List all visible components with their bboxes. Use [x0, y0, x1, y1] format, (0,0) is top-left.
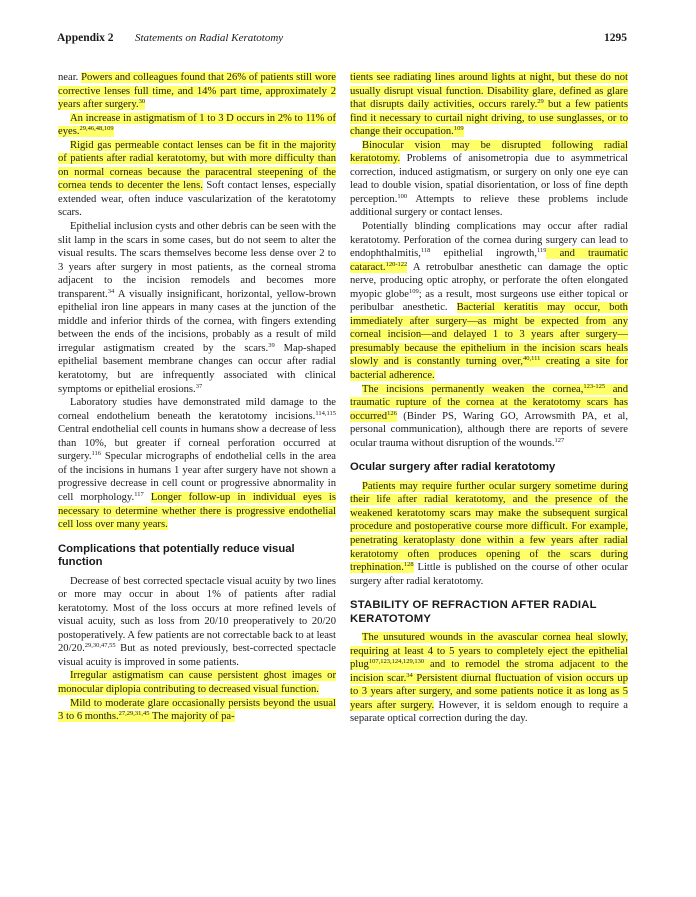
left-column [58, 71, 336, 724]
highlight: An increase in astigmatism of 1 to 3 D occurs in 2% to 11% of eyes.$^{29,46,48,109}$ [58, 112, 336, 138]
paragraph: near. Powers and colleagues found that 26% of patients still wore corrective lenses full time, and 14% part time, approximately 2 years after surgery.$^{30}$ [58, 72, 336, 111]
running-header [57, 32, 627, 48]
paragraph: Rigid gas permeable contact lenses can be fit in the majority of patients after radial keratotomy, but with more difficulty than on normal corneas because the paracentral steepening of the cornea tends to decenter the lens. Soft contact lenses, especially extended wear, often induce vascularization of the keratotomy scars. [58, 139, 336, 219]
right-column [350, 71, 628, 726]
page-number: 1295 [604, 32, 627, 44]
highlight: Patients may require further ocular surgery sometime during their life after radial keratotomy, and the presence of the weakened keratotomy scars may make the subsequent surgical procedure and postoperative course more difficult. For example, penetrating keratoplasty done within a few years after radial keratotomy often produces opening of the scars during trephination.$^{128}$ [350, 480, 628, 574]
paragraph: Potentially blinding complications may occur after radial keratotomy. Perforation of the cornea during surgery can lead to endophthalmitis,$^{118}$ epithelial ingrowth,$^{119}$ and traumatic cataract.$^{120-122}$ A retrobulbar anesthetic can damage the optic nerve, producing optic atrophy, or perforate the often elongated myopic globe$^{109}$; as a result, most surgeons use either topical or peribulbar anesthetic. Bacterial keratitis may occur, both immediately after surgery—as might be expected from any corneal incision—and delayed 1 to 3 years after surgery—presumably because the epithelium in the incision scars heals slowly and is constantly turning over,$^{40,111}$ creating a site for bacterial adherence. [350, 221, 628, 382]
highlight: Rigid gas permeable contact lenses can be fit in the majority of patients after radial keratotomy, but with more difficulty than on normal corneas because the paracentral steepening of the cornea tends to decenter the lens. [58, 139, 336, 192]
section-heading: STABILITY OF REFRACTION AFTER RADIAL KERATOTOMY [350, 599, 597, 625]
paragraph [58, 697, 336, 724]
paragraph [58, 112, 336, 139]
paragraph: Decrease of best corrected spectacle visual acuity by two lines or more may occur in about 1% of patients after radial keratotomy. Most of the loss occurs at more refined levels of visual acuity, such as loss from 20/10 preoperatively to 20/20 postoperatively. A few patients are not correctable back to at least 20/20.$^{29,30,47,55}$ But as noted previously, best-corrected spectacle visual acuity is improved in some patients. [58, 575, 336, 668]
running-title: Statements on Radial Keratotomy [135, 32, 284, 44]
appendix-label: Appendix 2 [57, 32, 114, 44]
section-heading: Ocular surgery after radial keratotomy [350, 461, 556, 474]
paragraph: Patients may require further ocular surgery sometime during their life after radial keratotomy, and the presence of the weakened keratotomy scars may make the subsequent surgical procedure and postoperative course more difficult. For example, penetrating keratoplasty done within a few years after radial keratotomy often produces opening of the scars during trephination.$^{128}$ Little is published on the course of other ocular surgery after radial keratotomy. [350, 480, 628, 587]
paragraph: Laboratory studies have demonstrated mild damage to the corneal endothelium beneath the keratotomy incisions.$^{114,115}$ Central endothelial cell counts in humans show a decrease of less than 10%, but greater if corneal perforation occurred at surgery.$^{116}$ Specular micrographs of endothelial cells in the area of the incisions in humans 1 year after surgery have not shown a progressive decrease in cell count or progressive abnormality in cell morphology.$^{117}$ Longer follow-up in individual eyes is necessary to determine whether there is progressive endothelial cell loss over many years. [58, 397, 336, 531]
highlight: Irregular astigmatism can cause persistent ghost images or monocular diplopia contributing to decreased visual function. [58, 670, 336, 695]
paragraph: The unsutured wounds in the avascular cornea heal slowly, requiring at least 4 to 5 years to completely eject the epithelial plug$^{107,123,124,129,130}$ and to remodel the stroma adjacent to the incision scar.$^{34}$ Persistent diurnal fluctuation of vision occurs up to 3 years after surgery, and some patients notice it as long as 5 years after surgery. However, it is seldom enough to require a separate optical correction during the day. [350, 632, 628, 725]
paragraph: Binocular vision may be disrupted following radial keratotomy. Problems of anisometropia due to asymmetrical correction, induced astigmatism, or surgery on only one eye can lead to double vision, spatial disorientation, or loss of fine depth perception.$^{100}$ Attempts to relieve these problems include additional surgery or contact lenses. [350, 139, 628, 219]
highlight: tients see radiating lines around lights at night, but these do not usually disrupt visual function. Disability glare, defined as glare that disrupts daily activities, occurs rarely.$^{29}$ but a few patients find it necessary to curtail night driving, to use sunglasses, or to change their occupation.$^{109}$ [350, 72, 628, 138]
highlight: Bacterial keratitis may occur, both immediately after surgery—as might be expected from any corneal incision—and delayed 1 to 3 years after surgery—presumably because the epithelium in the incision scars heals slowly and is constantly turning over,$^{40,111}$ creating a site for bacterial adherence. [350, 302, 628, 382]
highlight: Longer follow-up in individual eyes is necessary to determine whether there is progressive endothelial cell loss over many years. [58, 491, 336, 531]
paragraph: The incisions permanently weaken the cornea,$^{123-125}$ and traumatic rupture of the cornea at the keratotomy scars has occurred$^{126}$ (Binder PS, Waring GO, Arrowsmith PA, et al, personal communication), although there are reports of severe ocular trauma without disruption of the wounds.$^{127}$ [350, 382, 629, 449]
paragraph [58, 669, 336, 696]
highlight: The unsutured wounds in the avascular cornea heal slowly, requiring at least 4 to 5 years to completely eject the epithelial plug$^{107,123,124,129,130}$ and to remodel the stroma adjacent to the incision scar.$^{34}$ Persistent diurnal fluctuation of vision occurs up to 3 years after surgery, and some patients notice it as long as 5 years after surgery. [350, 632, 628, 711]
paragraph [350, 71, 628, 139]
highlight: and traumatic cataract.$^{120-122}$ [350, 248, 628, 273]
highlight: The incisions permanently weaken the cornea,$^{123-125}$ and traumatic rupture of the cornea at the keratotomy scars has occurred$^{126}$ [350, 382, 629, 422]
highlight: Binocular vision may be disrupted following radial keratotomy. [350, 139, 628, 165]
section-heading: Complications that potentially reduce visual function [58, 542, 295, 569]
paragraph: Epithelial inclusion cysts and other debris can be seen with the slit lamp in the scars in some cases, but do not seem to alter the visual results. The scars themselves become less dense over 2 to 3 years after surgery in most patients, as the corneal stroma adjacent to the incision remodels and becomes more transparent.$^{34}$ A visually insignificant, horizontal, yellow-brown epithelial iron line appears in many cases at the junction of the middle and inferior thirds of the cornea, with fingers extending between the ends of the incisions, probably as a result of mild irregular astigmatism created by the scars.$^{39}$ Map-shaped epithelial basement membrane changes can occur after radial keratotomy, but are infrequently associated with clinical symptoms or epithelial erosions.$^{37}$ [58, 221, 336, 395]
highlight: Mild to moderate glare occasionally persists beyond the usual 3 to 6 months.$^{27,29,31,45}$ The majority of pa- [58, 697, 336, 723]
highlight: Powers and colleagues found that 26% of patients still wore corrective lenses full time, and 14% part time, approximately 2 years after surgery.$^{30}$ [58, 72, 336, 111]
